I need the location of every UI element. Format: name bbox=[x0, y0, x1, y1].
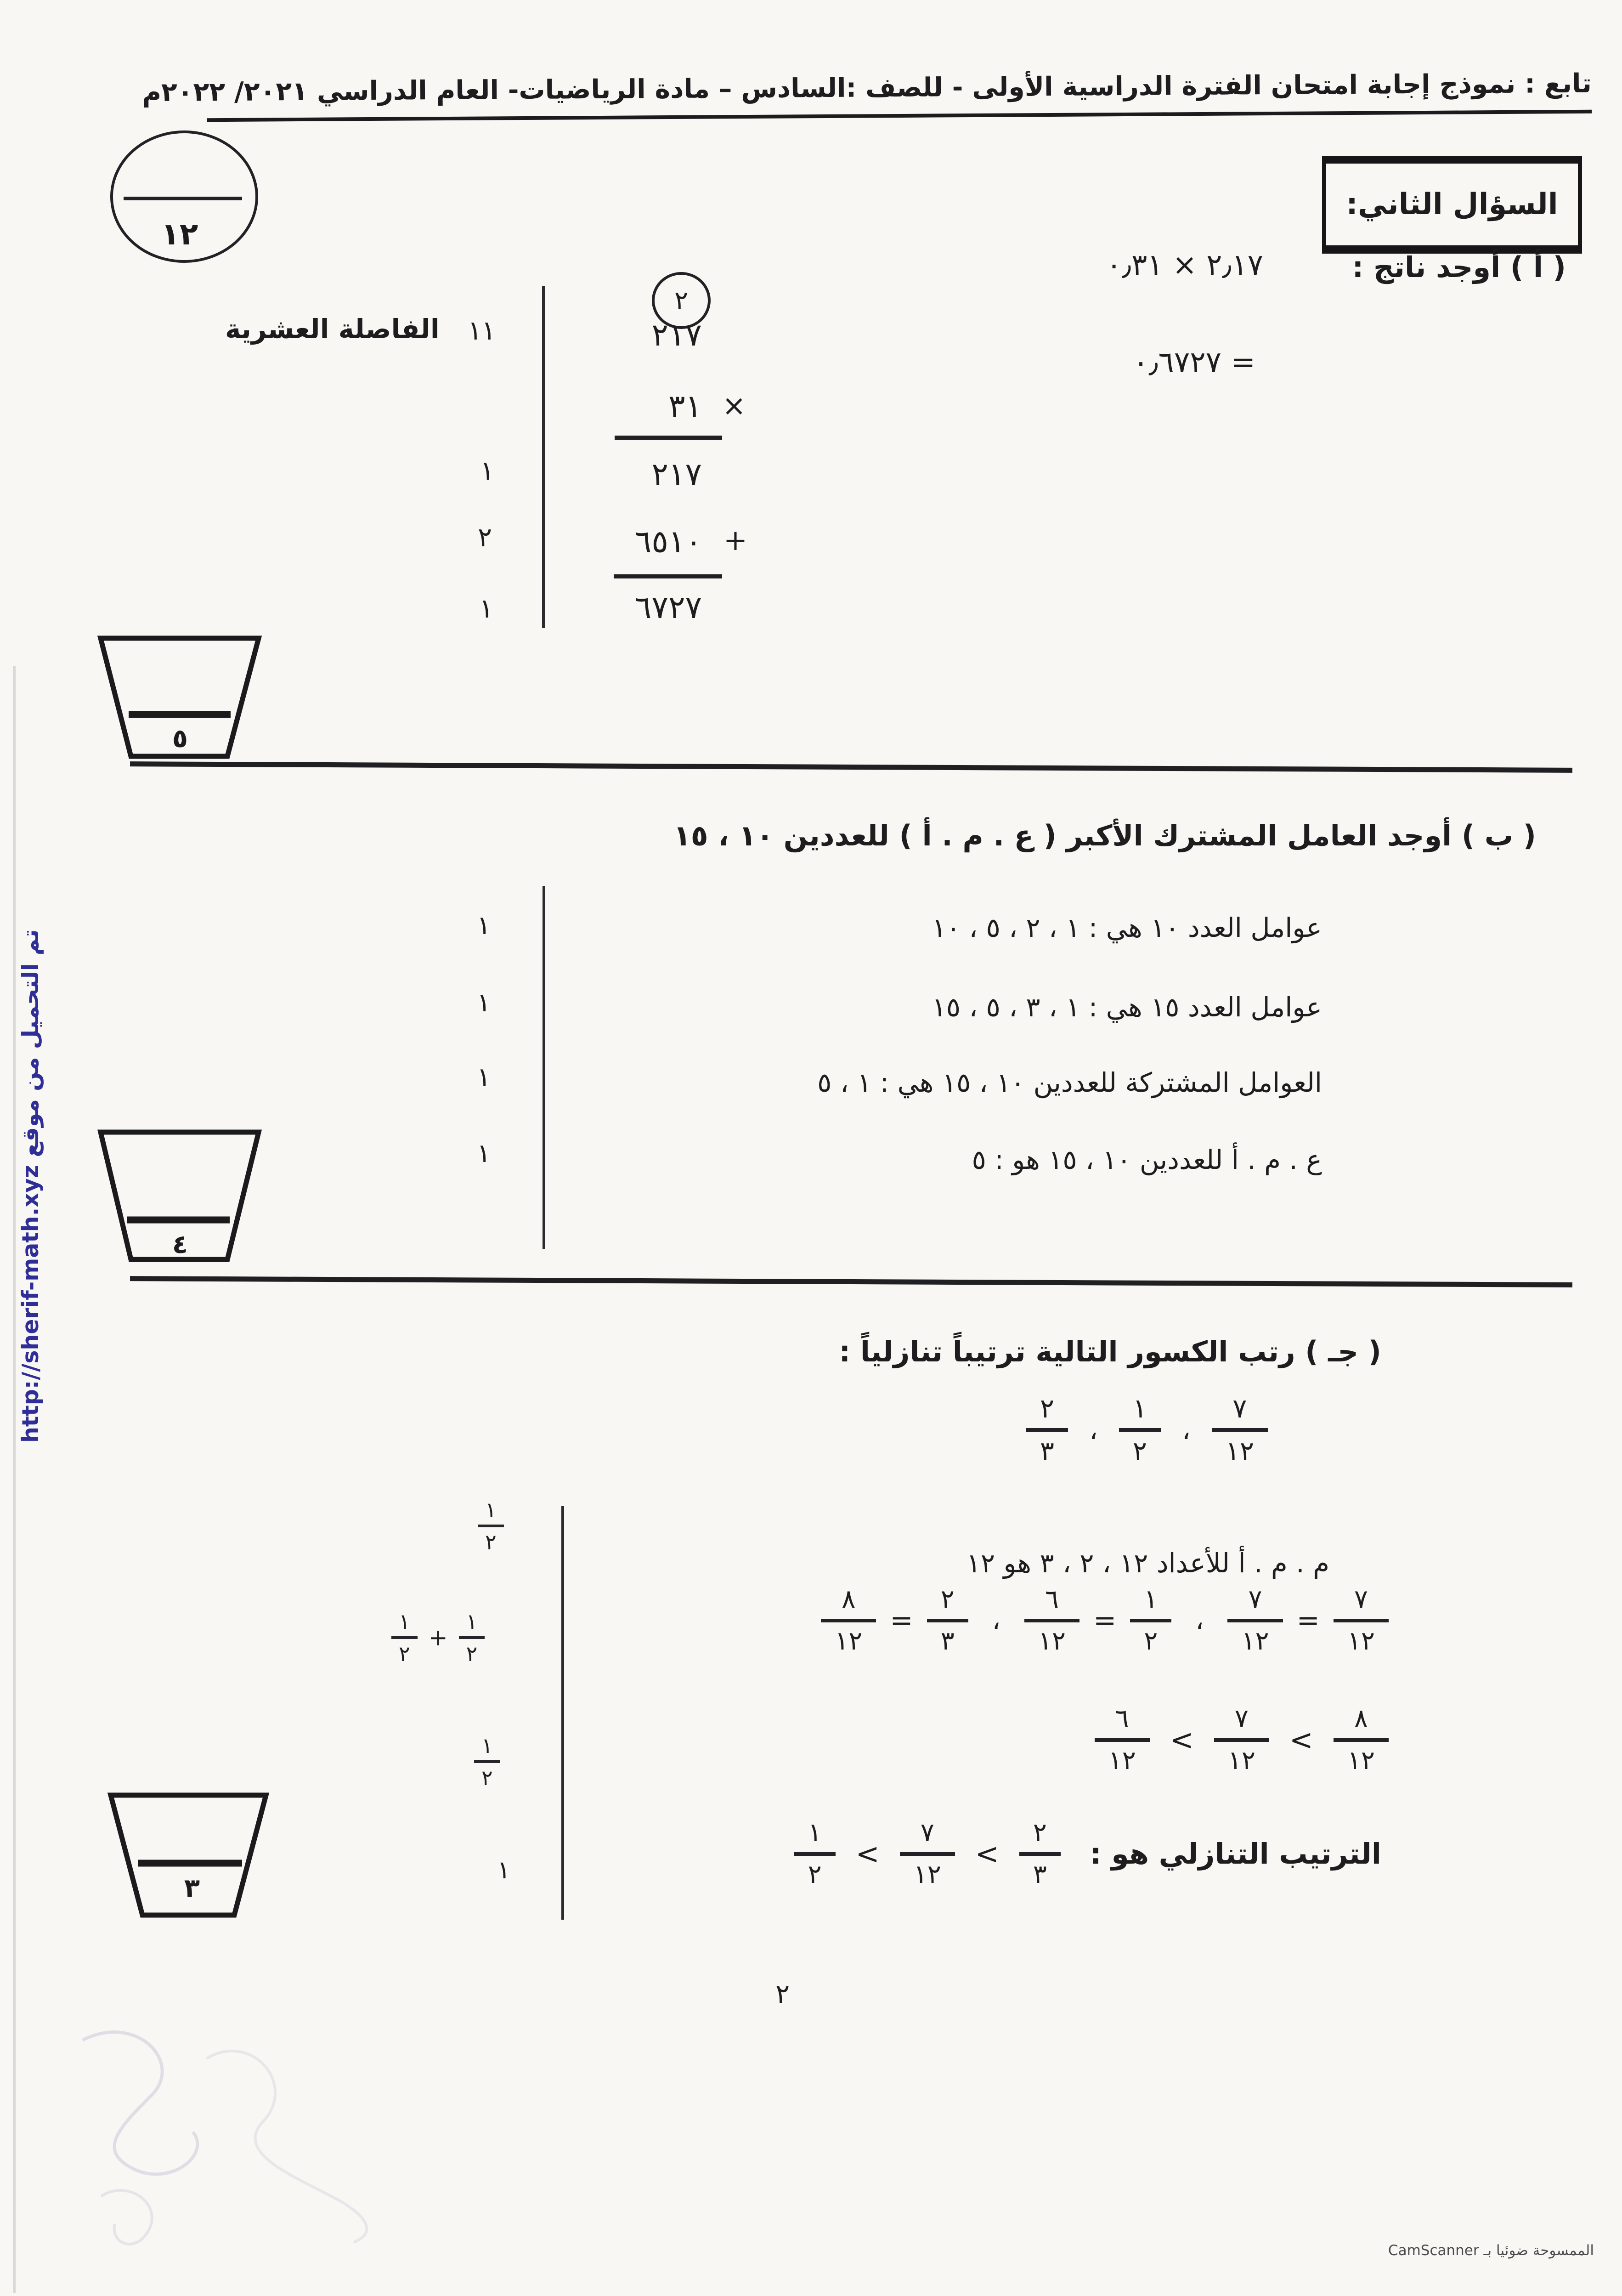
part-a-label: ( أ ) أوجد ناتج : bbox=[1352, 250, 1566, 284]
equals-sign: = bbox=[1296, 1604, 1320, 1637]
half-mark: $\frac{١}{٢}$ bbox=[459, 1610, 485, 1665]
part-c-heading: ( جـ ) رتب الكسور التالية ترتيباً تنازلياً : bbox=[839, 1335, 1381, 1368]
part-a-score-value: ٥ bbox=[172, 724, 188, 754]
fraction: $\frac{١}{٢}$ bbox=[1119, 1395, 1161, 1465]
decimal-note-text: الفاصلة العشرية bbox=[225, 313, 440, 345]
fraction: $\frac{٢}{٣}$ bbox=[1026, 1395, 1068, 1465]
fraction: $\frac{١}{٢}$ bbox=[794, 1820, 836, 1888]
question2-title-box bbox=[1322, 156, 1582, 254]
half-plus-half-mark bbox=[391, 1610, 485, 1665]
mult-multiplier: ٣١ bbox=[668, 388, 702, 425]
total-score-value: ١٢ bbox=[161, 216, 198, 252]
site-watermark: تم التحميل من موقع http://sherif-math.xyz bbox=[17, 929, 44, 1443]
part-a-expression: ٠٫٣١ × ٢٫١٧ bbox=[1106, 248, 1263, 282]
less-than-sign: < bbox=[1170, 1723, 1194, 1757]
part-c-comparison bbox=[1095, 1706, 1389, 1774]
fraction: $\frac{٦}{١٢}$ bbox=[1095, 1706, 1150, 1774]
mult-rule-1 bbox=[615, 436, 722, 440]
fraction: $\frac{٨}{١٢}$ bbox=[1334, 1706, 1389, 1774]
part-b-line-4: ع . م . أ للعددين ١٠ ، ١٥ هو : ٥ bbox=[972, 1144, 1322, 1175]
less-than-sign: < bbox=[1289, 1723, 1313, 1757]
page-header: تابع : نموذج إجابة امتحان الفترة الدراسية الأولى - للصف :السادس – مادة الرياضيات- العام الدراسي ٢٠٢١/ ٢٠٢٢م bbox=[207, 68, 1592, 122]
comma-separator: ، bbox=[1181, 1414, 1191, 1446]
part-b-score-value: ٤ bbox=[172, 1230, 188, 1259]
part-b-mark-3: ١ bbox=[477, 1062, 491, 1092]
part-b-line-3: العوامل المشتركة للعددين ١٠ ، ١٥ هي : ١ ، ٥ bbox=[817, 1067, 1322, 1098]
part-a-mark-2: ١ bbox=[480, 455, 495, 486]
part-b-mark-4: ١ bbox=[477, 1139, 491, 1168]
fraction: $\frac{٧}{١٢}$ bbox=[1212, 1395, 1268, 1465]
section-divider-2 bbox=[130, 1276, 1572, 1287]
part-a-grading-line bbox=[542, 286, 545, 628]
oval-shape bbox=[107, 129, 263, 266]
carry-value: ٢ bbox=[674, 285, 689, 316]
comma-separator: ، bbox=[992, 1605, 1000, 1636]
comma-separator: ، bbox=[1089, 1414, 1098, 1446]
scan-edge-shadow bbox=[13, 666, 16, 2293]
fraction: $\frac{٧}{١٢}$ bbox=[1334, 1586, 1389, 1655]
part-b-line-1: عوامل العدد ١٠ هي : ١ ، ٢ ، ٥ ، ١٠ bbox=[932, 912, 1322, 943]
part-b-line-2: عوامل العدد ١٥ هي : ١ ، ٣ ، ٥ ، ١٥ bbox=[932, 992, 1322, 1023]
pencil-scribbles bbox=[55, 2003, 432, 2270]
part-a-mark-3: ٢ bbox=[478, 522, 492, 553]
fraction: $\frac{٨}{١٢}$ bbox=[821, 1586, 876, 1655]
part-c-conversions bbox=[821, 1586, 1389, 1655]
part-b-mark-2: ١ bbox=[477, 988, 491, 1018]
mult-partial2: ٦٥١٠ bbox=[634, 524, 702, 560]
fraction: $\frac{٧}{١٢}$ bbox=[1227, 1586, 1283, 1655]
part-a-score-box bbox=[96, 634, 264, 767]
page-number: ٢ bbox=[775, 1978, 790, 2009]
mult-product: ٦٧٢٧ bbox=[634, 590, 702, 626]
mult-partial1: ٢١٧ bbox=[651, 456, 702, 493]
part-c-answer-row bbox=[794, 1820, 1381, 1888]
part-a-mark-1: ١ bbox=[481, 315, 496, 346]
comma-separator: ، bbox=[1195, 1605, 1204, 1636]
part-b-mark-1: ١ bbox=[477, 911, 491, 941]
part-c-lcm-line: م . م . أ للأعداد ١٢ ، ٢ ، ٣ هو ١٢ bbox=[966, 1548, 1329, 1579]
section-divider-1 bbox=[130, 761, 1572, 773]
part-a-mark-4: ١ bbox=[479, 593, 494, 624]
less-than-sign: < bbox=[855, 1837, 880, 1871]
half-mark: ١ ٢ bbox=[474, 1735, 500, 1789]
fraction: $\frac{١}{٢}$ bbox=[1130, 1586, 1171, 1655]
half-mark: ١ ٢ bbox=[478, 1499, 504, 1553]
scanner-credit: الممسوحة ضوئيا بـ CamScanner bbox=[1388, 2242, 1594, 2259]
part-c-grading-line bbox=[561, 1506, 564, 1920]
part-b-heading: ( ب ) أوجد العامل المشترك الأكبر ( ع . م . أ ) للعددين ١٠ ، ١٥ bbox=[673, 819, 1536, 852]
fraction: $\frac{٢}{٣}$ bbox=[1019, 1820, 1061, 1888]
mult-rule-2 bbox=[614, 574, 722, 578]
question2-title: السؤال الثاني: bbox=[1346, 187, 1558, 221]
trapezoid-shape bbox=[96, 1128, 264, 1268]
mult-multiplicand: ٢١٧ bbox=[651, 317, 702, 353]
fraction: $\frac{٧}{١٢}$ bbox=[900, 1820, 955, 1888]
equals-sign: = bbox=[1093, 1604, 1117, 1637]
trapezoid-shape bbox=[107, 1791, 272, 1922]
part-c-given-fractions bbox=[1026, 1395, 1268, 1465]
part-a-result: ٠٫٦٧٢٧ = bbox=[1133, 346, 1255, 380]
less-than-sign: < bbox=[975, 1837, 999, 1871]
times-sign: × bbox=[722, 389, 746, 422]
plus-sign: + bbox=[723, 523, 747, 557]
fraction: $\frac{٧}{١٢}$ bbox=[1214, 1706, 1269, 1774]
fraction: $\frac{٢}{٣}$ bbox=[927, 1586, 968, 1655]
decimal-note-mark: ١ bbox=[468, 315, 482, 346]
part-c-score-box bbox=[107, 1791, 272, 1924]
trapezoid-shape bbox=[96, 634, 264, 765]
total-score-oval bbox=[107, 129, 263, 268]
part-c-mark: ١ bbox=[497, 1855, 511, 1884]
answer-label: الترتيب التنازلي هو : bbox=[1090, 1837, 1381, 1871]
part-c-score-value: ٣ bbox=[184, 1873, 200, 1903]
fraction: $\frac{٦}{١٢}$ bbox=[1024, 1586, 1079, 1655]
equals-sign: = bbox=[890, 1604, 913, 1637]
part-b-grading-line bbox=[543, 886, 545, 1249]
half-mark: $\frac{١}{٢}$ bbox=[391, 1610, 418, 1665]
plus-sign: + bbox=[428, 1624, 448, 1651]
part-b-score-box bbox=[96, 1128, 264, 1270]
